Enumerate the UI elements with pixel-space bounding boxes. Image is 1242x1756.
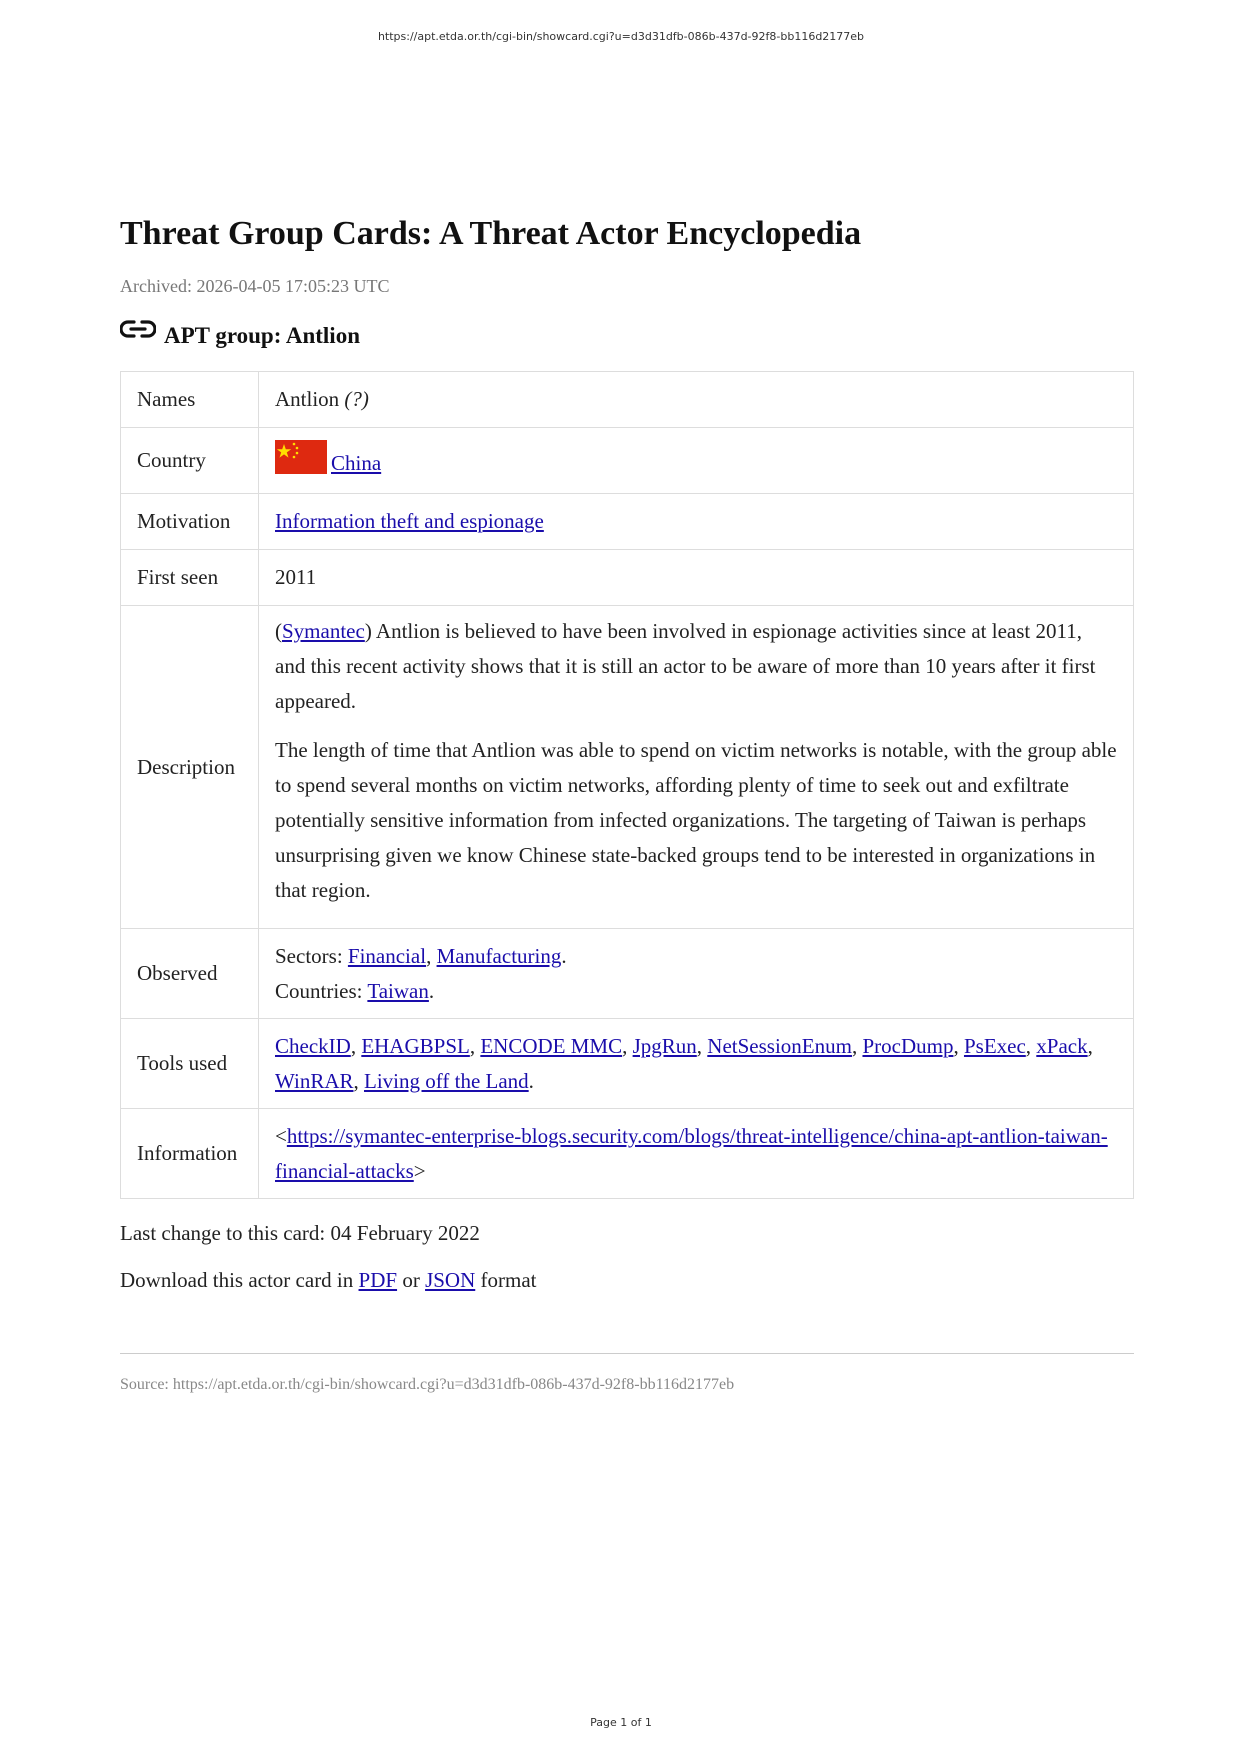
tool-link[interactable]: NetSessionEnum <box>707 1033 852 1058</box>
sector-link[interactable]: Financial <box>347 943 427 968</box>
table-row-country <box>121 428 1134 494</box>
first-seen-value: 2011 <box>259 550 1134 606</box>
sectors-label: Sectors: <box>275 943 343 968</box>
country-label: Country <box>121 428 259 494</box>
observed-countries: Countries: Taiwan. <box>275 978 435 1003</box>
names-value: Antlion <box>275 387 340 411</box>
description-label: Description <box>121 606 259 929</box>
names-label: Names <box>121 372 259 428</box>
country-link[interactable] <box>275 451 381 475</box>
link-icon[interactable] <box>120 317 156 341</box>
card-content <box>120 212 1134 1394</box>
motivation-link[interactable]: Information theft and espionage <box>275 509 544 533</box>
observed-value-cell <box>259 929 1134 1019</box>
observed-label: Observed <box>121 929 259 1019</box>
tools-label: Tools used <box>121 1019 259 1109</box>
tool-link[interactable]: Living off the Land <box>364 1068 529 1093</box>
description-paragraph-2: The length of time that Antlion was able to spend on victim networks is notable, with the group able to spend several months on victim networks, affording plenty of time to seek out and exfiltrate potentially sensitive information from infected organizations. The targeting of Taiwan is perhaps unsurprising given we know Chinese state-backed groups tend to be interested in organizations in that region. <box>275 738 1117 902</box>
group-heading-text: APT group: Antlion <box>164 323 360 348</box>
table-row-observed <box>121 929 1134 1019</box>
country-value-cell <box>259 428 1134 494</box>
information-link[interactable]: https://symantec-enterprise-blogs.security.com/blogs/threat-intelligence/china-apt-antlion-taiwan-financial-attacks <box>275 1123 1108 1183</box>
last-change: Last change to this card: 04 February 2022 <box>120 1221 480 1245</box>
china-flag-icon <box>275 440 327 474</box>
description-text-1: Antlion is believed to have been involved in espionage activities since at least 2011, and this recent activity shows that it is still an actor to be aware of more than 10 years after it first appeared. <box>275 619 1096 713</box>
tool-link[interactable]: xPack <box>1036 1033 1088 1058</box>
download-line <box>120 1268 1134 1293</box>
country-value: China <box>331 451 382 475</box>
table-row-description <box>121 606 1134 929</box>
tool-link[interactable]: EHAGBPSL <box>361 1033 470 1058</box>
tool-link[interactable]: JpgRun <box>632 1033 697 1058</box>
names-value-cell <box>259 372 1134 428</box>
information-value-cell: <https://symantec-enterprise-blogs.security.com/blogs/threat-intelligence/china-apt-antlion-taiwan-financial-attacks> <box>259 1109 1134 1199</box>
print-header-url: https://apt.etda.or.th/cgi-bin/showcard.cgi?u=d3d31dfb-086b-437d-92f8-bb116d2177eb <box>377 30 865 43</box>
page-title: Threat Group Cards: A Threat Actor Encyclopedia <box>120 215 862 252</box>
source-url: Source: https://apt.etda.or.th/cgi-bin/showcard.cgi?u=d3d31dfb-086b-437d-92f8-bb116d2177eb <box>120 1376 735 1393</box>
first-seen-label: First seen <box>121 550 259 606</box>
motivation-value-cell <box>259 494 1134 550</box>
divider <box>120 1353 1134 1354</box>
tool-link[interactable]: CheckID <box>275 1033 351 1058</box>
tool-link[interactable]: PsExec <box>963 1033 1026 1058</box>
tools-value-cell: CheckID, EHAGBPSL, ENCODE MMC, JpgRun, NetSessionEnum, ProcDump, PsExec, xPack, WinRAR, Living off the Land. <box>259 1019 1134 1109</box>
download-suffix: format <box>480 1268 537 1292</box>
table-row-motivation <box>121 494 1134 550</box>
json-link[interactable]: JSON <box>425 1268 476 1292</box>
tool-link[interactable]: ProcDump <box>862 1033 954 1058</box>
countries-label: Countries: <box>275 978 363 1003</box>
description-paragraph-1: (Symantec) Antlion is believed to have been involved in espionage activities since at least 2011, and this recent activity shows that it is still an actor to be aware of more than 10 years after it first appeared. <box>275 619 1096 713</box>
description-value-cell <box>259 606 1134 929</box>
table-row-information <box>121 1109 1134 1199</box>
actor-card-table <box>120 371 1134 1199</box>
motivation-label: Motivation <box>121 494 259 550</box>
pdf-link[interactable]: PDF <box>358 1268 398 1292</box>
download-or: or <box>402 1268 420 1292</box>
description-source-link[interactable]: Symantec <box>282 619 365 643</box>
information-label: Information <box>121 1109 259 1199</box>
observed-country-link[interactable]: Taiwan <box>367 978 429 1003</box>
tool-link[interactable]: WinRAR <box>275 1068 354 1093</box>
table-row-first-seen <box>121 550 1134 606</box>
observed-sectors: Sectors: Financial, Manufacturing. <box>275 943 567 968</box>
sector-link[interactable]: Manufacturing <box>436 943 562 968</box>
group-heading <box>120 323 1134 349</box>
download-prefix: Download this actor card in <box>120 1268 354 1292</box>
table-row-names <box>121 372 1134 428</box>
page-number: Page 1 of 1 <box>590 1716 652 1729</box>
archived-timestamp: Archived: 2026-04-05 17:05:23 UTC <box>120 276 390 296</box>
table-row-tools <box>121 1019 1134 1109</box>
names-note: (?) <box>344 387 369 411</box>
tool-link[interactable]: ENCODE MMC <box>480 1033 623 1058</box>
